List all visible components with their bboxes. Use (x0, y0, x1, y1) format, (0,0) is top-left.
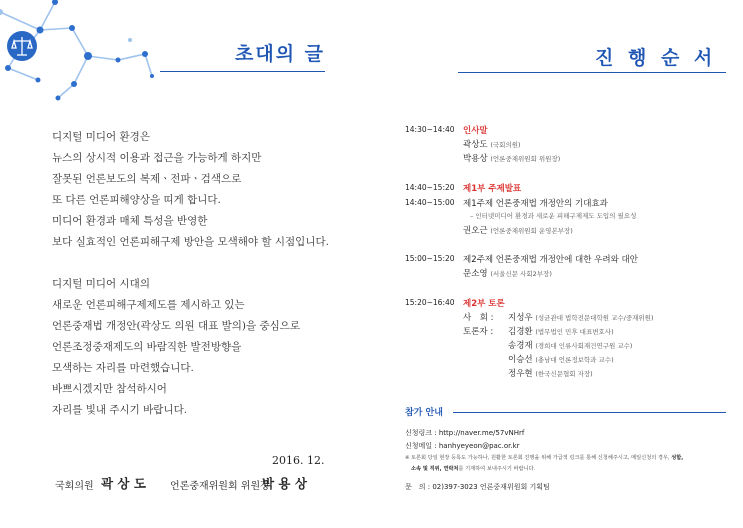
invitation-line: 언론조정중재제도의 바람직한 발전방향을 (52, 341, 242, 353)
panelist (508, 367, 593, 379)
invitation-date: 2016. 12. (272, 454, 325, 467)
panelist (508, 325, 614, 337)
topic1-time: 14:40~15:00 (405, 198, 455, 207)
speaker-name: 문소영 (463, 269, 488, 279)
note-text: 를 기재하여 보내주시기 바랍니다. (458, 466, 536, 472)
speaker-affiliation: (법무법인 민후 대표변호사) (535, 328, 614, 336)
speaker-affiliation: (경희대 인류사회재건연구원 교수) (535, 342, 633, 350)
topic1-speaker (463, 224, 573, 236)
program-title-underline (458, 72, 726, 73)
program-title: 진 행 순 서 (595, 47, 717, 69)
info-title: 참가 안내 (405, 408, 443, 418)
session2-label: 제2부 토론 (463, 299, 505, 309)
speaker-name: 곽상도 (463, 140, 488, 150)
registration-note (405, 454, 683, 461)
registration-email[interactable]: 신청메일 : hanhyeyeon@pac.or.kr (405, 442, 520, 450)
greeting-time: 14:30~14:40 (405, 125, 455, 134)
note-emphasis: 성함, (671, 455, 684, 461)
speaker-affiliation: (언론중재위원회 위원장) (490, 155, 561, 163)
speaker-name: 김경환 (508, 327, 533, 337)
speaker-name: 권오근 (463, 226, 488, 236)
speaker-affiliation: (서울신문 사회2부장) (490, 270, 552, 278)
speaker-affiliation: (한국신문협회 자장) (535, 370, 593, 378)
speaker-affiliation: (언론중재위원회 운영본부장) (490, 227, 573, 235)
greeting-label: 인사말 (463, 126, 488, 136)
session2-time: 15:20~16:40 (405, 298, 455, 307)
speaker-name: 송경재 (508, 341, 533, 351)
signer2-role: 언론중재위원회 위원장 (170, 481, 270, 492)
greeting-speaker (463, 152, 560, 164)
speaker-name: 정우현 (508, 369, 533, 379)
moderator (508, 311, 653, 323)
signer1-name: 곽 상 도 (101, 476, 146, 491)
invitation-line: 디지털 미디어 환경은 (52, 131, 150, 143)
contact-info: 문 의 : 02)397-3023 언론중재위원회 기획팀 (405, 483, 550, 491)
title-underline (160, 71, 325, 72)
note-text: ※ 토론회 당일 현장 등록도 가능하나, 원활한 토론회 진행을 위해 가급적 링크를 통해 신청해주시고, 메일신청의 경우, (405, 455, 672, 461)
signer2-name: 박 용 상 (262, 476, 307, 491)
session1-time: 14:40~15:20 (405, 183, 455, 192)
invitation-line: 뉴스의 상시적 이용과 접근을 가능하게 하지만 (52, 152, 262, 164)
greeting-speaker (463, 138, 521, 150)
topic2-speaker (463, 267, 552, 279)
speaker-affiliation: (성균관대 법학전문대학원 교수/중재위원) (535, 314, 654, 322)
topic1-title: 제1주제 언론중재법 개정안의 기대효과 (463, 199, 608, 209)
registration-link[interactable]: 신청링크 : http://naver.me/57vNHrf (405, 429, 525, 437)
note-emphasis: 소속 및 직위, 연락처 (411, 466, 459, 472)
invitation-line: 새로운 언론피해구제제도를 제시하고 있는 (52, 299, 245, 311)
registration-note-cont (411, 465, 535, 472)
invitation-line: 보다 실효적인 언론피해구제 방안을 모색해야 할 시점입니다. (52, 236, 329, 248)
invitation-line: 또 다른 언론피해양상을 띠게 합니다. (52, 194, 221, 206)
panelist-role: 토론자 : (463, 327, 494, 337)
topic2-time: 15:00~15:20 (405, 254, 455, 263)
speaker-name: 지성우 (508, 313, 533, 323)
invitation-line: 잘못된 언론보도의 복제ㆍ전파ㆍ검색으로 (52, 173, 242, 185)
signer1-role: 국회의원 (55, 481, 94, 492)
speaker-affiliation: (충남대 언론정보학과 교수) (535, 356, 614, 364)
invitation-line: 바쁘시겠지만 참석하시어 (52, 383, 167, 395)
speaker-affiliation: (국회의원) (490, 141, 521, 149)
topic1-subtitle: – 인터넷미디어 환경과 새로운 피해구제제도 도입의 필요성 (470, 212, 637, 220)
invitation-line: 모색하는 자리를 마련했습니다. (52, 362, 194, 374)
speaker-name: 박용상 (463, 154, 488, 164)
session1-label: 제1부 주제발표 (463, 184, 522, 194)
panelist (508, 353, 614, 365)
info-divider (453, 412, 726, 413)
invitation-line: 자리를 빛내 주시기 바랍니다. (52, 404, 188, 416)
invitation-line: 디지털 미디어 시대의 (52, 278, 150, 290)
topic2-title: 제2주제 언론중재법 개정안에 대한 우려와 대안 (463, 255, 638, 265)
invitation-line: 언론중재법 개정안(곽상도 의원 대표 발의)을 중심으로 (52, 320, 301, 332)
speaker-name: 이승선 (508, 355, 533, 365)
invitation-line: 미디어 환경과 매체 특성을 반영한 (52, 215, 208, 227)
molecule-decoration (0, 0, 160, 110)
moderator-role: 사 회 : (463, 313, 494, 323)
invitation-title: 초대의 글 (235, 43, 326, 65)
panelist (508, 339, 632, 351)
